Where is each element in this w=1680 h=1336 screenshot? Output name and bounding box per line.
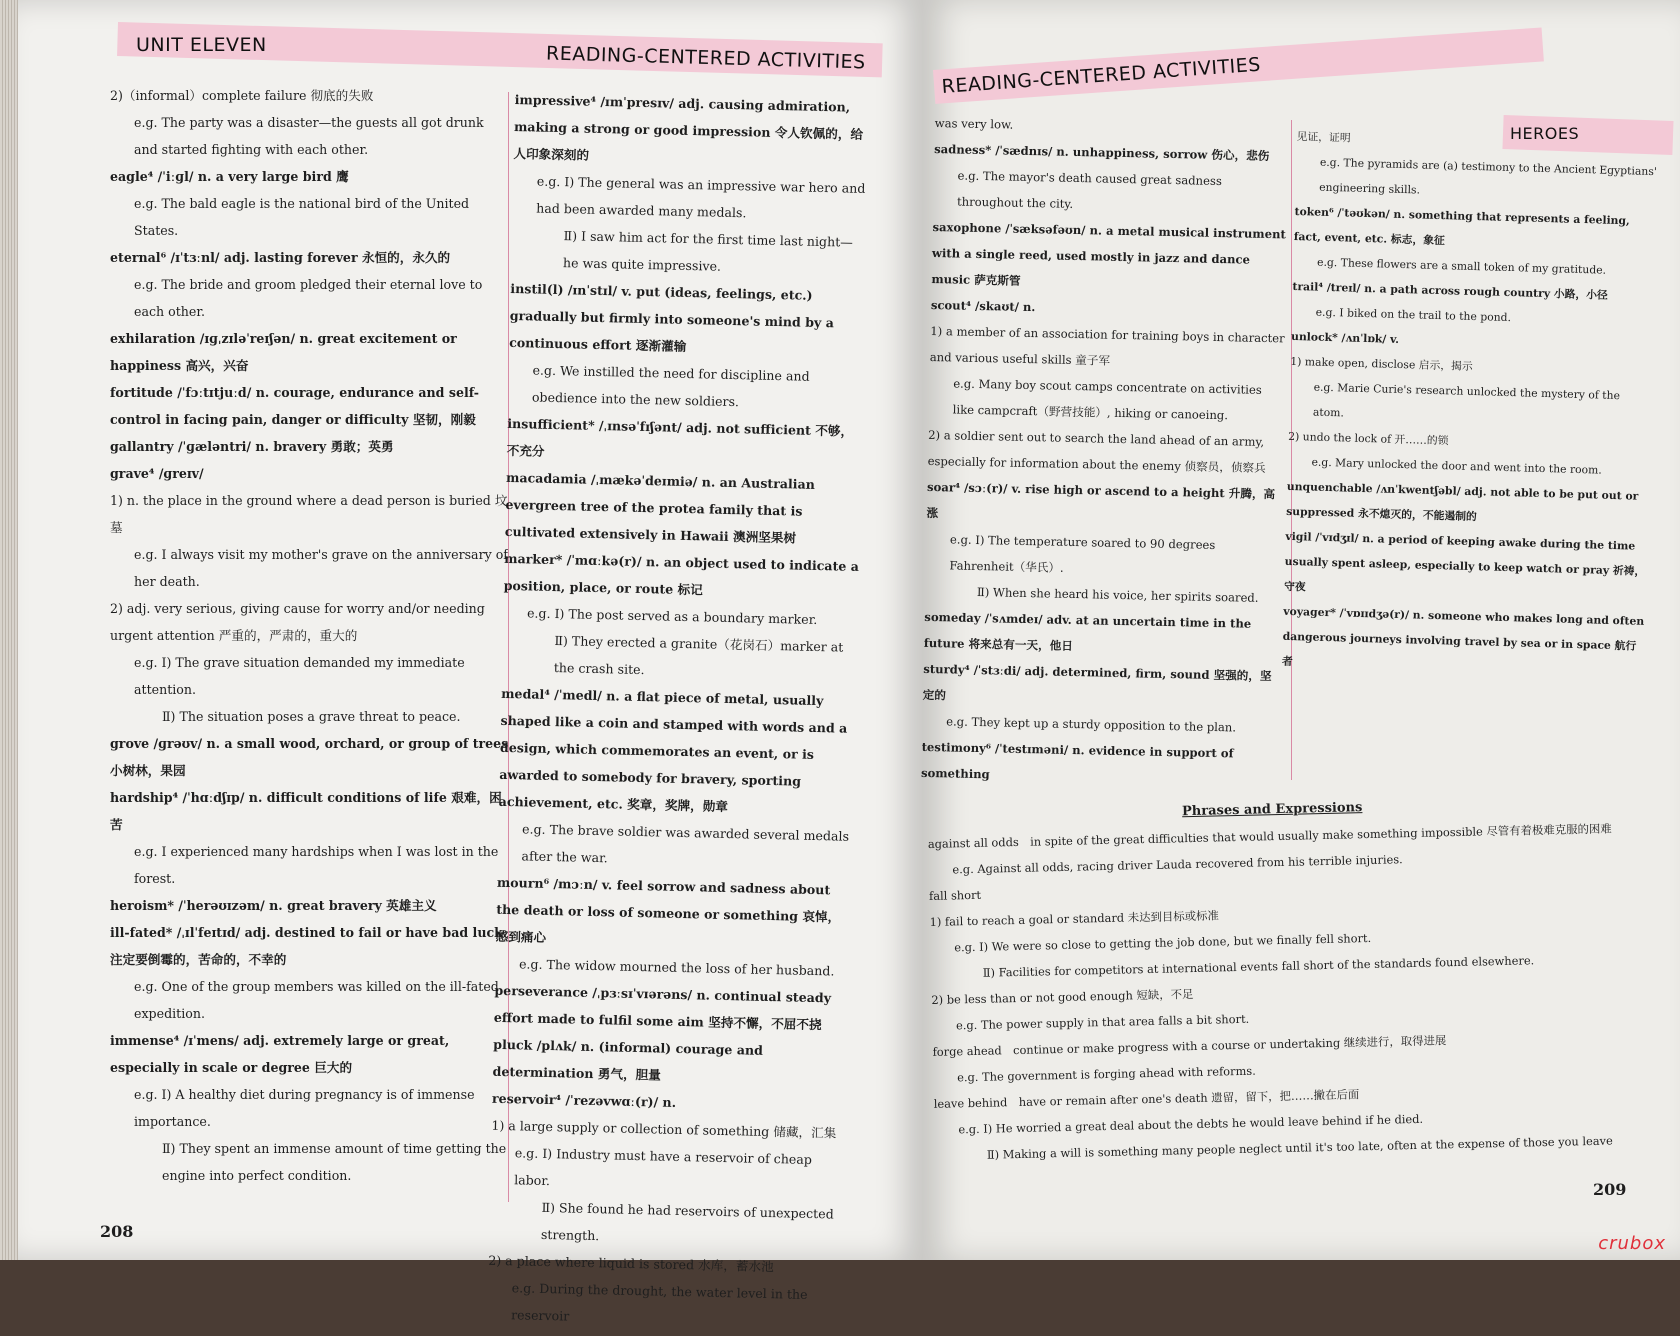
phrase-line: leave behind have or remain after one's death 遗留，留下，把……撇在后面 — [933, 1087, 1360, 1111]
entry-line: e.g. Ⅰ) A healthy diet during pregnancy is of immense importance. — [134, 1087, 475, 1129]
entry-line: reservoir⁴ /ˈrezəvwɑː(r)/ n. — [491, 1090, 677, 1110]
entry-line: e.g. The widow mourned the loss of her husband. — [518, 956, 835, 979]
entry-line: 1) make open, disclose 启示，揭示 — [1290, 354, 1473, 373]
entry-line: e.g. Ⅰ) Industry must have a reservoir of cheap labor. — [514, 1145, 813, 1189]
entry-line: 1) n. the place in the ground where a dead person is buried 坟墓 — [110, 493, 508, 535]
entry-line: was very low. — [934, 115, 1014, 132]
left-section-title: READING-CENTERED ACTIVITIES — [545, 42, 866, 74]
entry-line: saxophone /ˈsæksəfəʊn/ n. a metal musical instrument with a single reed, used mostly in jazz and dance music 萨克斯管 — [931, 219, 1286, 288]
entry-line: pluck /plʌk/ n. (informal) courage and determination 勇气，胆量 — [492, 1036, 764, 1083]
entry-line: Ⅱ) They spent an immense amount of time getting the engine into perfect condition. — [162, 1141, 507, 1183]
entry-line: eagle⁴ /ˈiːɡl/ n. a very large bird 鹰 — [110, 169, 349, 184]
entry-line: trail⁴ /treɪl/ n. a path across rough country 小路，小径 — [1292, 279, 1608, 302]
entry-line: Ⅱ) They erected a granite（花岗石）marker at the crash site. — [553, 633, 844, 678]
entry-line: perseverance /ˌpɜːsɪˈvɪərəns/ n. continual steady effort made to fulfil some aim 坚持不懈，不屈不挠 — [493, 982, 832, 1033]
left-page — [18, 0, 923, 1324]
entry-line: 1) a member of an association for training boys in character and various useful skills 童子军 — [929, 323, 1285, 368]
entry-line: soar⁴ /sɔː(r)/ v. rise high or ascend to a height 升腾，高涨 — [926, 479, 1276, 521]
entry-line: insufficient* /ˌɪnsəˈfɪʃənt/ adj. not sufficient 不够，不充分 — [506, 415, 854, 459]
entry-line: someday /ˈsʌmdeɪ/ adv. at an uncertain time in the future 将来总有一天，他日 — [923, 609, 1252, 654]
entry-line: e.g. These flowers are a small token of my gratitude. — [1316, 255, 1607, 277]
entry-line: heroism* /ˈherəʊɪzəm/ n. great bravery 英雄主义 — [110, 898, 437, 913]
phrases-section — [927, 789, 1625, 1169]
entry-line: hardship⁴ /ˈhɑːdʃɪp/ n. difficult conditions of life 艰难，困苦 — [110, 790, 502, 832]
entry-line: testimony⁶ /ˈtestɪməni/ n. evidence in support of something — [920, 739, 1234, 782]
entry-line: voyager* /ˈvɒɪɪdʒə(r)/ n. someone who makes long and often dangerous journeys involving travel by sea or in space 航行者 — [1281, 604, 1645, 669]
page-number-left: 208 — [100, 1222, 134, 1241]
entry-line: e.g. The mayor's death caused great sadness throughout the city. — [956, 168, 1223, 211]
entry-line: exhilaration /ɪɡˌzɪləˈreɪʃən/ n. great excitement or happiness 高兴，兴奋 — [110, 331, 457, 373]
entry-line: e.g. During the drought, the water level in the reservoir — [510, 1280, 808, 1324]
entry-line: e.g. I experienced many hardships when I was lost in the forest. — [134, 844, 499, 886]
entry-line: mourn⁶ /mɔːn/ v. feel sorrow and sadness about the death or loss of someone or something 哀悼，感到痛心 — [495, 874, 841, 945]
entry-line: e.g. Mary unlocked the door and went into the room. — [1311, 455, 1602, 477]
entry-line: e.g. The bride and groom pledged their eternal love to each other. — [134, 277, 483, 319]
phrase-line: e.g. Against all odds, racing driver Lauda recovered from his terrible injuries. — [952, 852, 1403, 877]
entry-line: immense⁴ /ɪˈmens/ adj. extremely large or great, especially in scale or degree 巨大的 — [110, 1033, 450, 1075]
left-column-1 — [110, 82, 510, 1189]
right-section-title: READING-CENTERED ACTIVITIES — [941, 53, 1262, 98]
book-edge — [0, 0, 18, 1260]
entry-line: e.g. I always visit my mother's grave on the anniversary of her death. — [134, 547, 508, 589]
entry-line: instil(l) /ɪnˈstɪl/ v. put (ideas, feelings, etc.) gradually but firmly into someone's mind by a continuous effort 逐渐灌输 — [509, 280, 835, 354]
entry-line: Ⅱ) The situation poses a grave threat to peace. — [162, 709, 461, 724]
entry-line: grave⁴ /ɡreɪv/ — [110, 466, 204, 481]
heroes-tag: HEROES — [1510, 124, 1580, 143]
entry-line: ill-fated* /ˌɪlˈfeɪtɪd/ adj. destined to fail or have bad luck 注定要倒霉的，苦命的，不幸的 — [110, 925, 503, 967]
entry-line: e.g. Marie Curie's research unlocked the mystery of the atom. — [1312, 380, 1621, 420]
phrase-line: Ⅱ) Making a will is something many people neglect until it's too late, often at the expense of those you leave — [986, 1133, 1613, 1162]
entry-line: sadness* /ˈsædnɪs/ n. unhappiness, sorrow 伤心，悲伤 — [934, 141, 1270, 164]
entry-line: 2) undo the lock of 开……的锁 — [1288, 429, 1449, 448]
entry-line: grove /ɡrəʊv/ n. a small wood, orchard, or group of trees 小树林，果园 — [110, 736, 509, 778]
entry-line: 2) adj. very serious, giving cause for worry and/or needing urgent attention 严重的，严肃的，重大的 — [110, 601, 485, 643]
phrase-line: e.g. The government is forging ahead with reforms. — [957, 1063, 1256, 1085]
entry-line: impressive⁴ /ɪmˈpresɪv/ adj. causing admiration, making a strong or good impression 令人钦佩的，给人印象深刻的 — [513, 91, 864, 163]
entry-line: e.g. Ⅰ) The grave situation demanded my immediate attention. — [134, 655, 465, 697]
entry-line: eternal⁶ /ɪˈtɜːnl/ adj. lasting forever 永恒的，永久的 — [110, 250, 451, 265]
entry-line: token⁶ /ˈtəʊkən/ n. something that represents a feeling, fact, event, etc. 标志，象征 — [1293, 204, 1630, 248]
entry-line: e.g. The brave soldier was awarded several medals after the war. — [521, 821, 850, 866]
phrase-line: 1) fail to reach a goal or standard 未达到目标或标准 — [929, 908, 1219, 929]
entry-line: e.g. They kept up a sturdy opposition to the plan. — [946, 714, 1237, 735]
entry-line: gallantry /ˈɡæləntri/ n. bravery 勇敢；英勇 — [110, 439, 394, 454]
phrase-line: Ⅱ) Facilities for competitors at international events fall short of the standards found elsewhere. — [982, 953, 1535, 980]
entry-line: unlock* /ʌnˈlɒk/ v. — [1290, 329, 1400, 346]
entry-line: marker* /ˈmɑːkə(r)/ n. an object used to indicate a position, place, or route 标记 — [503, 550, 860, 598]
phrase-line: against all odds in spite of the great difficulties that would usually make something impossible 尽管有着极难克服的困难 — [927, 821, 1612, 851]
entry-line: e.g. We instilled the need for discipline and obedience into the new soldiers. — [531, 362, 810, 410]
right-page — [920, 0, 1680, 1260]
entry-line: Ⅱ) I saw him act for the first time last night—he was quite impressive. — [562, 228, 853, 274]
entry-line: vigil /ˈvɪdʒɪl/ n. a period of keeping awake during the time usually spent asleep, especially to keep watch or pray 祈祷，守夜 — [1283, 529, 1646, 594]
entry-line: 见证，证明 — [1296, 129, 1351, 145]
entry-line: medal⁴ /ˈmedl/ n. a flat piece of metal, usually shaped like a coin and stamped with words and a design, which commemorates an event, or is awarded to somebody for bravery, sporting achievement, etc. 奖章，奖牌，勋章 — [498, 685, 848, 815]
right-column-2 — [1282, 124, 1661, 684]
phrase-line: e.g. Ⅰ) He worried a great deal about the debts he would leave behind if he died. — [958, 1111, 1424, 1137]
entry-line: 2) a place where liquid is stored 水库，蓄水池 — [488, 1252, 774, 1275]
entry-line: e.g. Many boy scout camps concentrate on activities like campcraft（野营技能）, hiking or canoeing. — [952, 376, 1262, 423]
page-number-right: 209 — [1593, 1180, 1627, 1199]
right-column-1 — [921, 110, 1290, 793]
left-column-2 — [487, 86, 870, 1336]
entry-line: sturdy⁴ /ˈstɜːdi/ adj. determined, firm, sound 坚强的，坚定的 — [922, 661, 1272, 703]
phrase-line: e.g. Ⅰ) We were so close to getting the job done, but we finally fell short. — [954, 930, 1372, 955]
entry-line: e.g. Ⅰ) The general was an impressive war hero and had been awarded many medals. — [536, 173, 866, 221]
entry-line: e.g. The bald eagle is the national bird of the United States. — [134, 196, 470, 238]
phrase-line: e.g. The power supply in that area falls a bit short. — [955, 1011, 1250, 1033]
entry-line: 2) a soldier sent out to search the land ahead of an army, especially for information about the enemy 侦察员，侦察兵 — [927, 427, 1266, 476]
phrase-line: 2) be less than or not good enough 短缺，不足 — [931, 987, 1194, 1007]
entry-line: e.g. The party was a disaster—the guests all got drunk and started fighting with each other. — [134, 115, 484, 157]
entry-line: macadamia /ˌmækəˈdeɪmiə/ n. an Australian evergreen tree of the protea family that is cultivated extensively in Hawaii 澳洲坚果树 — [504, 469, 816, 546]
entry-line: Ⅱ) She found he had reservoirs of unexpected strength. — [540, 1199, 834, 1244]
entry-line: unquenchable /ʌnˈkwentʃəbl/ adj. not able to be put out or suppressed 永不熄灭的，不能遏制的 — [1285, 479, 1639, 524]
entry-line: 1) a large supply or collection of something 储藏，汇集 — [491, 1117, 837, 1141]
entry-line: scout⁴ /skaʊt/ n. — [930, 297, 1036, 315]
entry-line: e.g. I biked on the trail to the pond. — [1315, 305, 1512, 325]
phrases-title: Phrases and Expressions — [1181, 800, 1363, 820]
entry-line: Ⅱ) When she heard his voice, her spirits soared. — [976, 584, 1259, 605]
entry-line: e.g. One of the group members was killed on the ill-fated expedition. — [134, 979, 499, 1021]
entry-line: e.g. Ⅰ) The temperature soared to 90 degrees Fahrenheit（华氏）. — [949, 532, 1216, 575]
phrase-line: fall short — [928, 887, 982, 903]
entry-line: fortitude /ˈfɔːtɪtjuːd/ n. courage, endurance and self-control in facing pain, danger or difficulty 坚韧，刚毅 — [110, 385, 479, 427]
phrase-line: forge ahead continue or make progress with a course or undertaking 继续进行，取得进展 — [932, 1033, 1447, 1059]
entry-line: e.g. Ⅰ) The post served as a boundary marker. — [526, 605, 818, 627]
entry-line: e.g. The pyramids are (a) testimony to the Ancient Egyptians' engineering skills. — [1319, 155, 1658, 197]
entry-line: 2)（informal）complete failure 彻底的失败 — [110, 88, 374, 103]
watermark: crubox — [1598, 1233, 1666, 1254]
unit-title: UNIT ELEVEN — [136, 34, 267, 56]
